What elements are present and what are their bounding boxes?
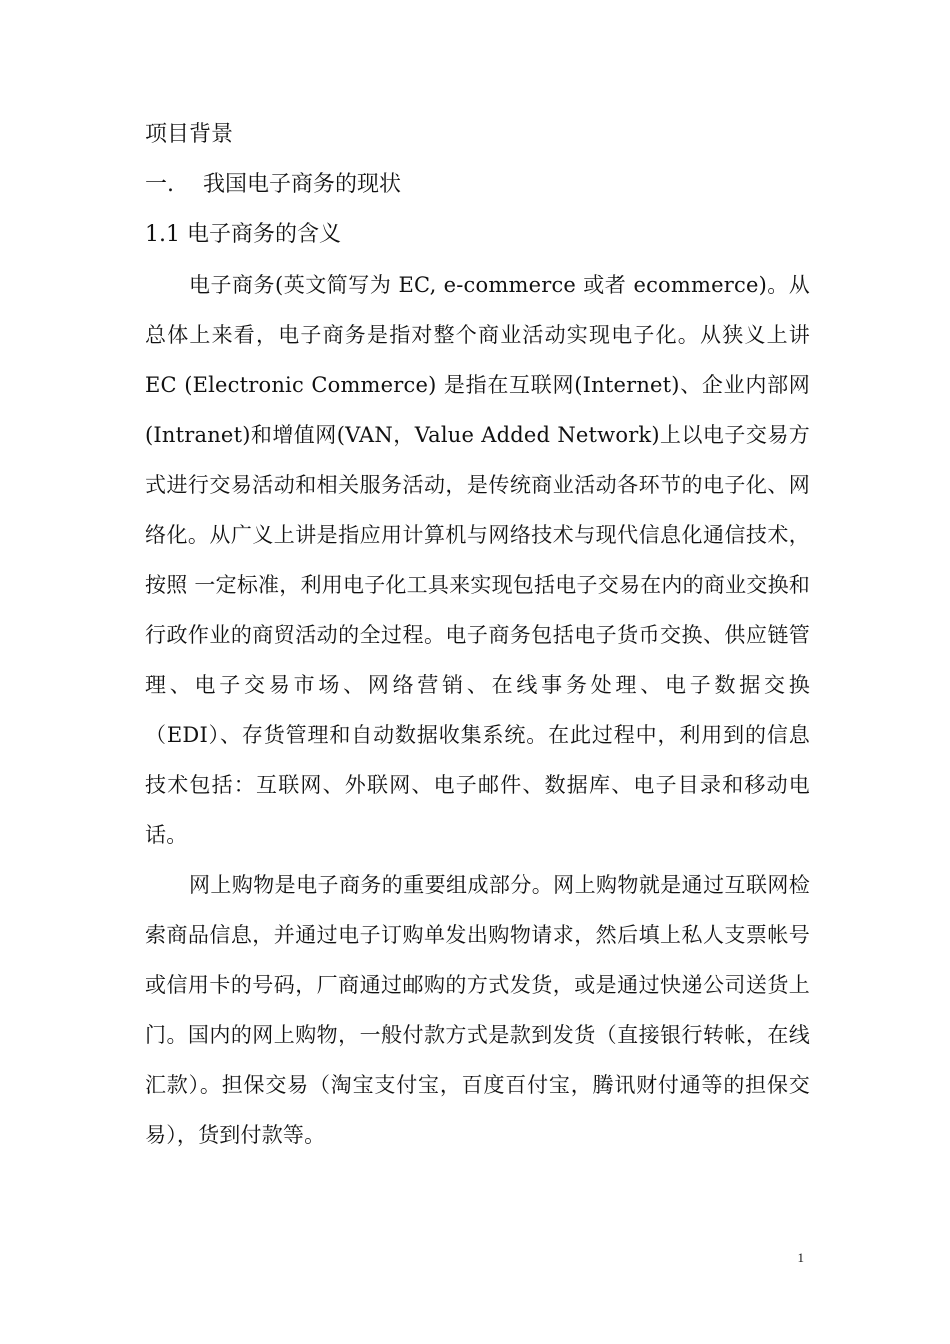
paragraph-definition: 电子商务(英文简写为 EC, e-commerce 或者 ecommerce)。从总体上来看，电子商务是指对整个商业活动实现电子化。从狭义上讲 EC (Electronic Commerce) 是指在互联网(Internet)、企业内部网(Intranet)和增值网(VAN，Value Added Network)上以电子交易方式进行交易活动和相关服务活动，是传统商业活动各环节的电子化、网络化。从广义上讲是指应用计算机与网络技术与现代信息化通信技术，按照 一定标准，利用电子化工具来实现包括电子交易在内的商业交换和行政作业的商贸活动的全过程。电子商务包括电子货币交换、供应链管理、电子交易市场、网络营销、在线事务处理、电子数据交换（EDI）、存货管理和自动数据收集系统。在此过程中，利用到的信息技术包括：互联网、外联网、电子邮件、数据库、电子目录和移动电话。 xyxy=(145,273,810,847)
section-number: 一. xyxy=(145,172,174,197)
section-heading xyxy=(145,160,810,210)
page-number: 1 xyxy=(797,1250,804,1265)
section-title: 我国电子商务的现状 xyxy=(203,172,402,197)
subsection-heading: 1.1 电子商务的含义 xyxy=(145,222,341,247)
document-body xyxy=(145,110,810,1160)
paragraph-online-shopping: 网上购物是电子商务的重要组成部分。网上购物就是通过互联网检索商品信息，并通过电子订购单发出购物请求，然后填上私人支票帐号或信用卡的号码，厂商通过邮购的方式发货，或是通过快递公司送货上门。国内的网上购物，一般付款方式是款到发货（直接银行转帐，在线汇款）。担保交易（淘宝支付宝，百度百付宝，腾讯财付通等的担保交易），货到付款等。 xyxy=(145,873,810,1147)
document-title: 项目背景 xyxy=(145,122,234,147)
